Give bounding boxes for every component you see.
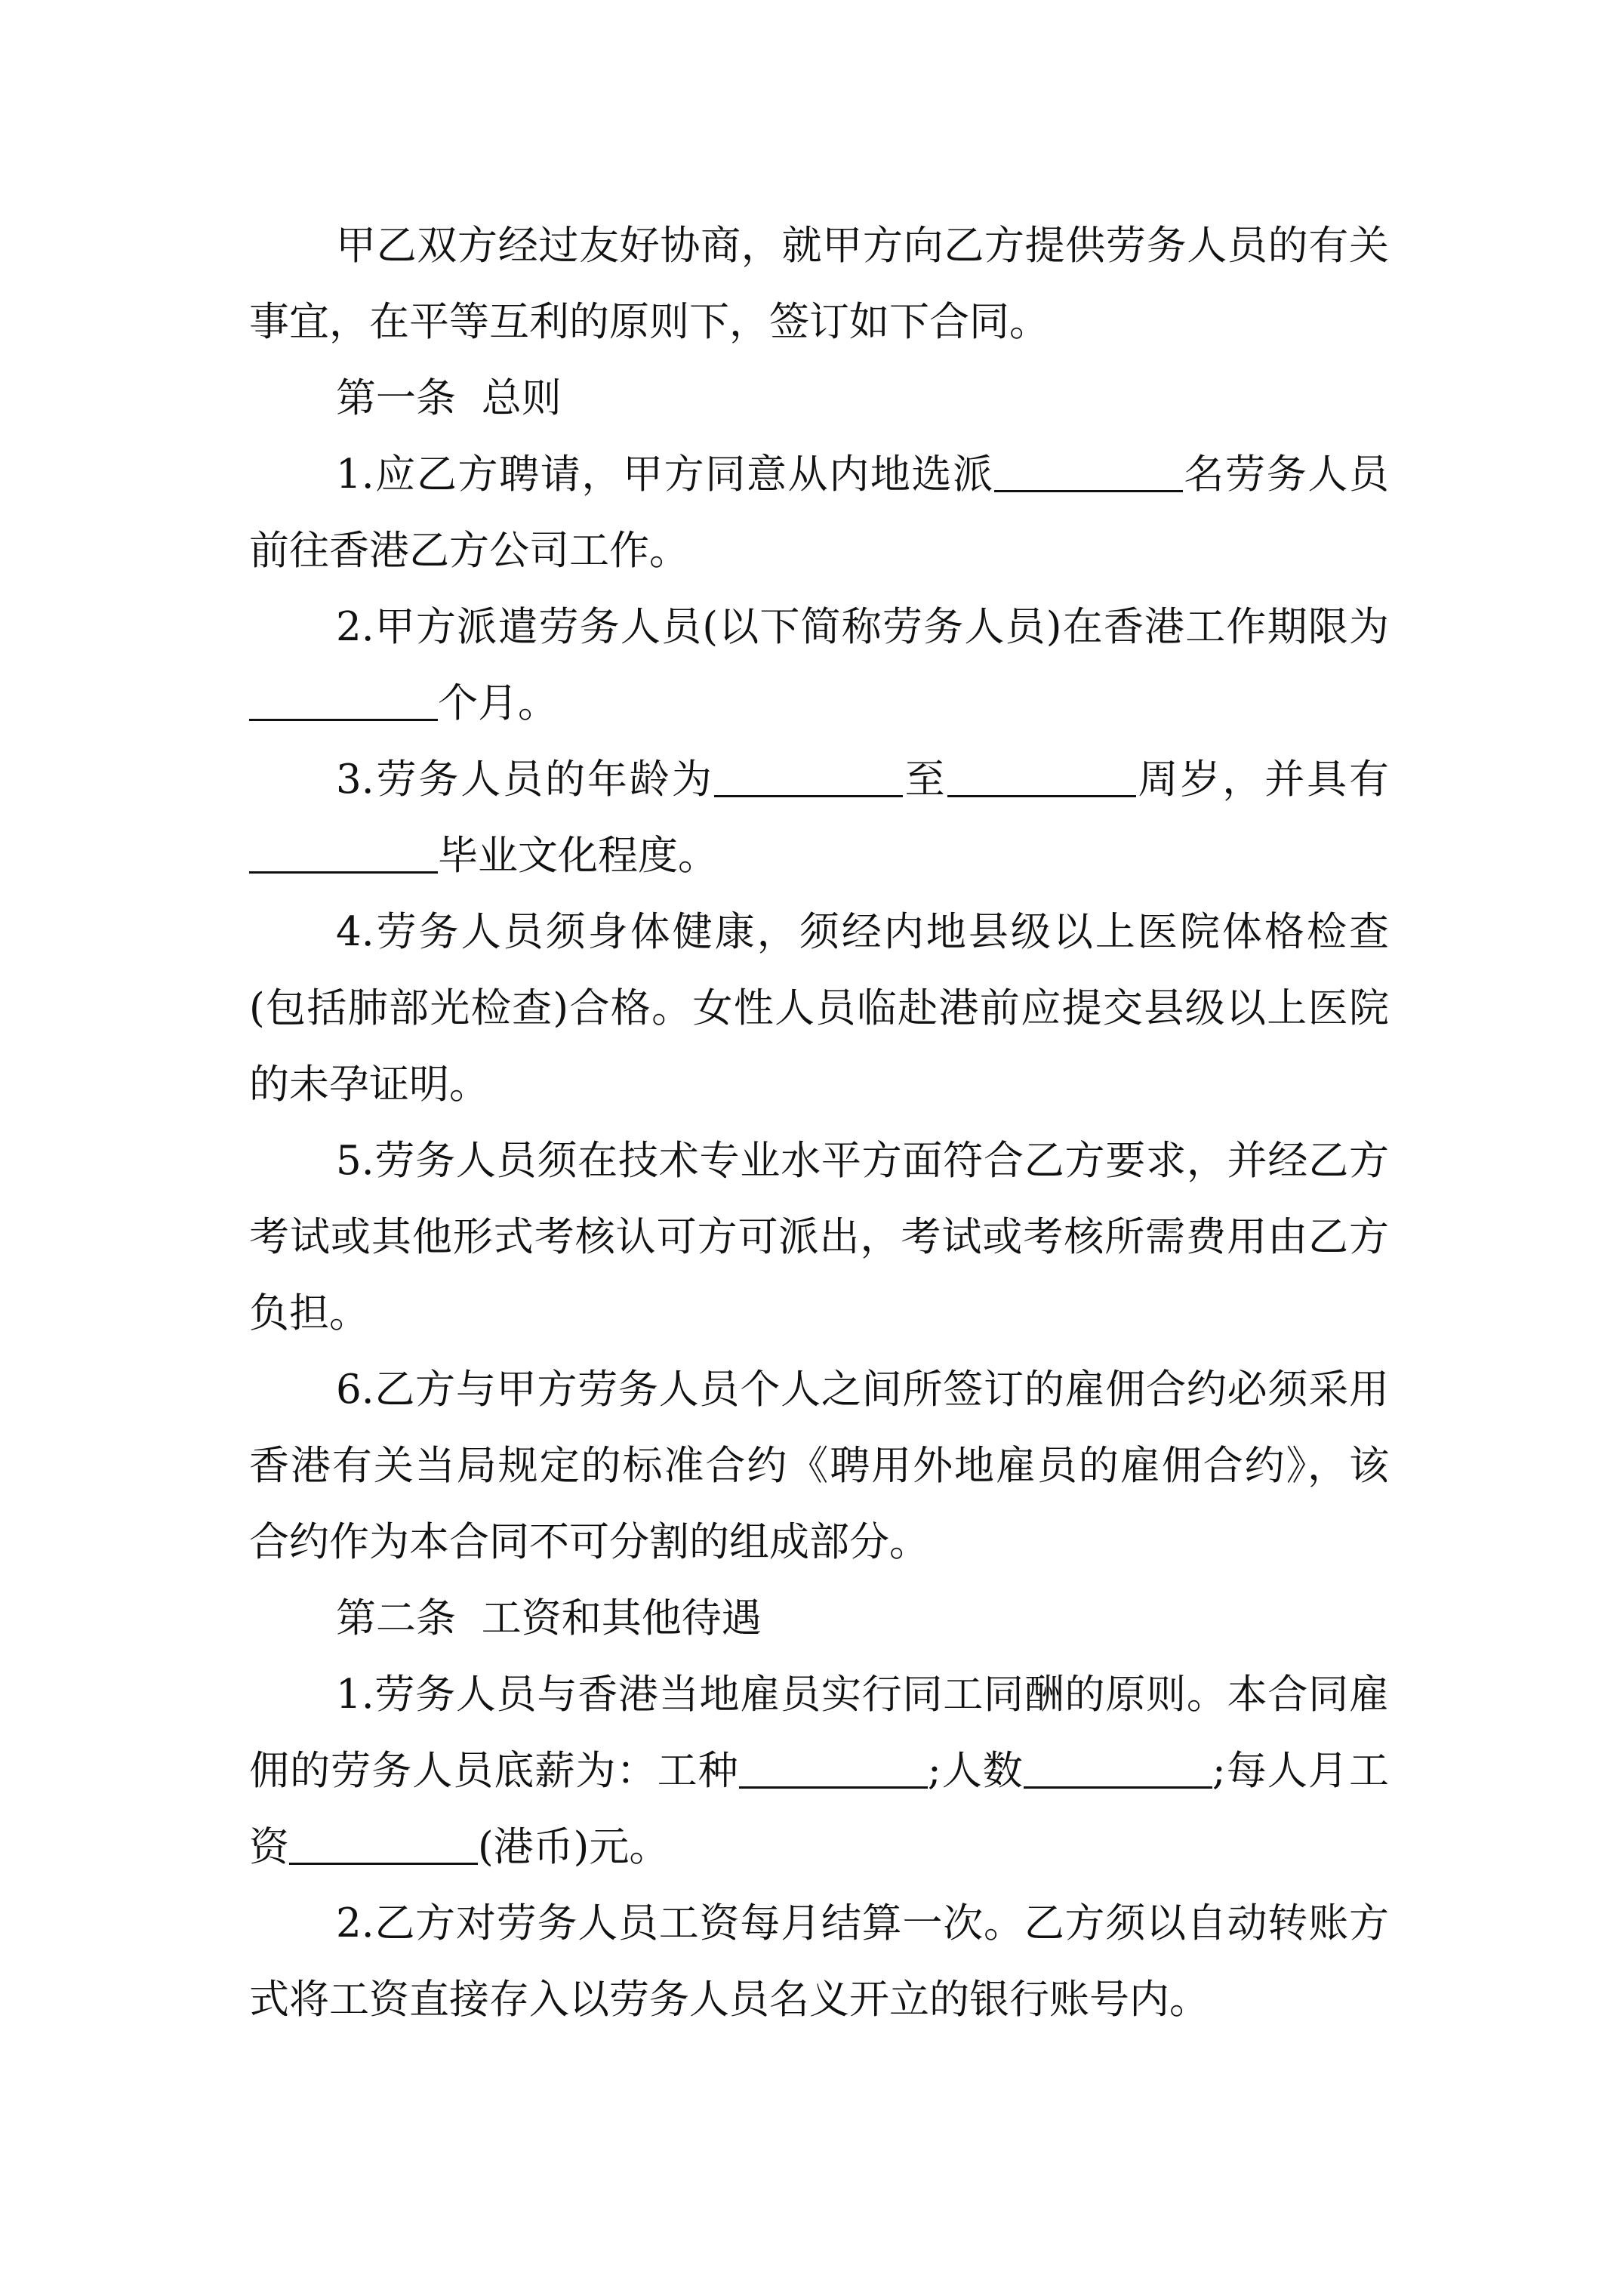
- contract-page: [249, 208, 1389, 2038]
- blank-headcount: [1024, 1740, 1212, 1789]
- blank-age-min: [714, 748, 903, 797]
- article2-heading: 第二条 工资和其他待遇: [336, 1595, 762, 1641]
- blank-term-months: [249, 672, 438, 721]
- article1-item2-text-a: 2.甲方派遣劳务人员(以下简称劳务人员)在香港工作期限为: [336, 604, 1389, 650]
- article1-item3-text-b: 至: [902, 757, 947, 803]
- blank-worker-count: [994, 443, 1183, 492]
- article2-item1-text-a: 1.劳务人员与香港当地雇员实行同工同酬的原则。本合同雇佣的劳务人员底薪为：工种: [249, 1672, 1389, 1794]
- article1-item3-text-a: 3.劳务人员的年龄为: [336, 757, 714, 803]
- article1-item3-text-d: 毕业文化程度。: [438, 833, 718, 879]
- article1-item1-text-b: 名劳务人员前往香港乙方公司工作。: [249, 451, 1389, 574]
- article1-heading: 第一条 总则: [336, 375, 562, 421]
- article1-item3-text-c: 周岁，并具有: [1135, 757, 1390, 803]
- blank-monthly-salary: [289, 1816, 478, 1865]
- article1-item2-text-b: 个月。: [438, 680, 558, 726]
- blank-education: [249, 824, 438, 874]
- article1-item5: 5.劳务人员须在技术专业水平方面符合乙方要求，并经乙方考试或其他形式考核认可方可派出，考试或考核所需费用由乙方负担。: [249, 1138, 1389, 1336]
- article1-item3: [249, 741, 1389, 894]
- article1-item1-text-a: 1.应乙方聘请，甲方同意从内地选派: [336, 451, 994, 498]
- article1-item6: 6.乙方与甲方劳务人员个人之间所签订的雇佣合约必须采用香港有关当局规定的标准合约《聘用外地雇员的雇佣合约》，该合约作为本合同不可分割的组成部分。: [249, 1367, 1389, 1565]
- article2-item1: [249, 1657, 1389, 1885]
- intro-paragraph: 甲乙双方经过友好协商，就甲方向乙方提供劳务人员的有关事宜，在平等互利的原则下，签订如下合同。: [249, 223, 1389, 345]
- article2-item1-text-d: (港币)元。: [478, 1824, 670, 1870]
- article2-item1-text-c: ;每人月工资: [249, 1748, 1390, 1870]
- article1-item1: [249, 436, 1389, 589]
- blank-age-max: [947, 748, 1136, 797]
- article2-item2: 2.乙方对劳务人员工资每月结算一次。乙方须以自动转账方式将工资直接存入以劳务人员名义开立的银行账号内。: [249, 1900, 1389, 2023]
- article1-item4: 4.劳务人员须身体健康，须经内地县级以上医院体格检查(包括肺部光检查)合格。女性人员临赴港前应提交县级以上医院的未孕证明。: [249, 909, 1389, 1108]
- article2-item1-text-b: ;人数: [927, 1748, 1024, 1794]
- blank-job-type: [739, 1740, 928, 1789]
- article1-item2: [249, 589, 1389, 741]
